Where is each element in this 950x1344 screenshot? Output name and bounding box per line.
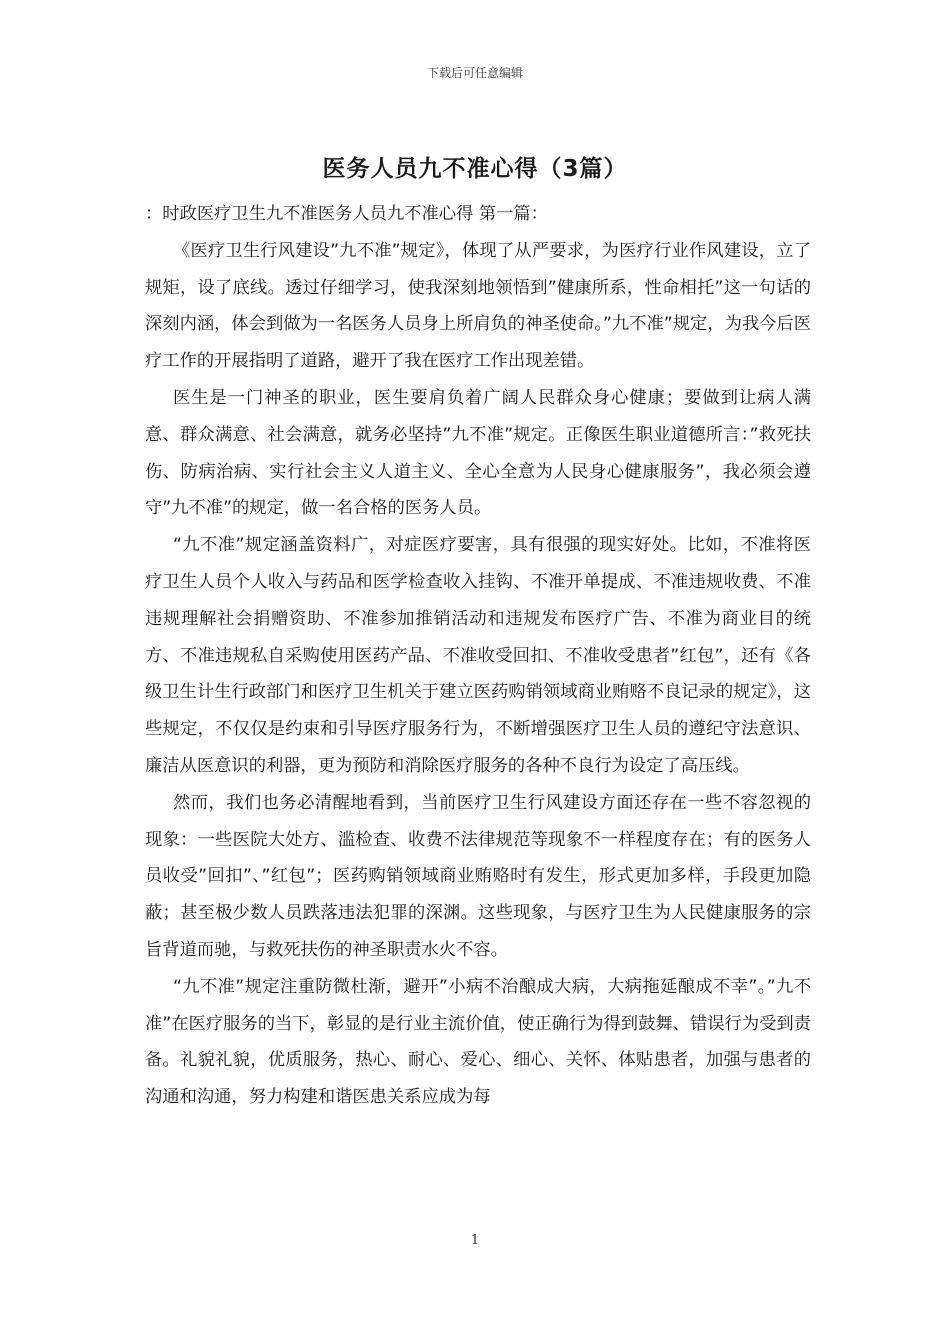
- document-body: [145, 196, 811, 1116]
- document-title: 医务人员九不准心得（3篇）: [322, 156, 628, 182]
- body-paragraph-4: 然而，我们也务必清醒地看到，当前医疗卫生行风建设方面还存在一些不容忽视的现象：一些医院大处方、滥检查、收费不法律规范等现象不一样程度存在；有的医务人员收受”回扣”、”红包”；医药购销领域商业贿赂时有发生，形式更加多样，手段更加隐蔽；甚至极少数人员跌落违法犯罪的深渊。这些现象，与医疗卫生为人民健康服务的宗旨背道而驰，与救死扶伤的神圣职责水火不容。: [145, 792, 811, 960]
- header-note: 下载后可任意编辑: [426, 66, 523, 80]
- section-heading-paragraph: ：时政医疗卫生九不准医务人员九不准心得 第一篇：: [145, 204, 548, 224]
- body-paragraph-3: “九不准”规定涵盖资料广，对症医疗要害，具有很强的现实好处。比如，不准将医疗卫生人员个人收入与药品和医学检查收入挂钩、不准开单提成、不准违规收费、不准违规理解社会捐赠资助、不准参加推销活动和违规发布医疗广告、不准为商业目的统方、不准违规私自采购使用医药产品、不准收受回扣、不准收受患者”红包”，还有《各级卫生计生行政部门和医疗卫生机关于建立医药购销领域商业贿赂不良记录的规定》，这些规定，不仅仅是约束和引导医疗服务行为，不断增强医疗卫生人员的遵纪守法意识、廉洁从医意识的利器，更为预防和消除医疗服务的各种不良行为设定了高压线。: [145, 535, 811, 776]
- body-paragraph-2: 医生是一门神圣的职业，医生要肩负着广阔人民群众身心健康；要做到让病人满意、群众满意、社会满意，就务必坚持”九不准”规定。正像医生职业道德所言：”救死扶伤、防病治病、实行社会主义人道主义、全心全意为人民身心健康服务”，我必须会遵守”九不准”的规定，做一名合格的医务人员。: [145, 387, 811, 519]
- body-paragraph-1: 《医疗卫生行风建设”九不准”规定》，体现了从严要求，为医疗行业作风建设，立了规矩，设了底线。透过仔细学习，使我深刻地领悟到”健康所系，性命相托”这一句话的深刻内涵，体会到做为一名医务人员身上所肩负的神圣使命。”九不准”规定，为我今后医疗工作的开展指明了道路，避开了我在医疗工作出现差错。: [145, 240, 811, 372]
- page-number: 1: [470, 1233, 480, 1248]
- body-paragraph-5: “九不准”规定注重防微杜渐，避开”小病不治酿成大病，大病拖延酿成不幸”。”九不准”在医疗服务的当下，彰显的是行业主流价值，使正确行为得到鼓舞、错误行为受到责备。礼貌礼貌，优质服务，热心、耐心、爱心、细心、关怀、体贴患者，加强与患者的沟通和沟通，努力构建和谐医患关系应成为每: [145, 976, 811, 1108]
